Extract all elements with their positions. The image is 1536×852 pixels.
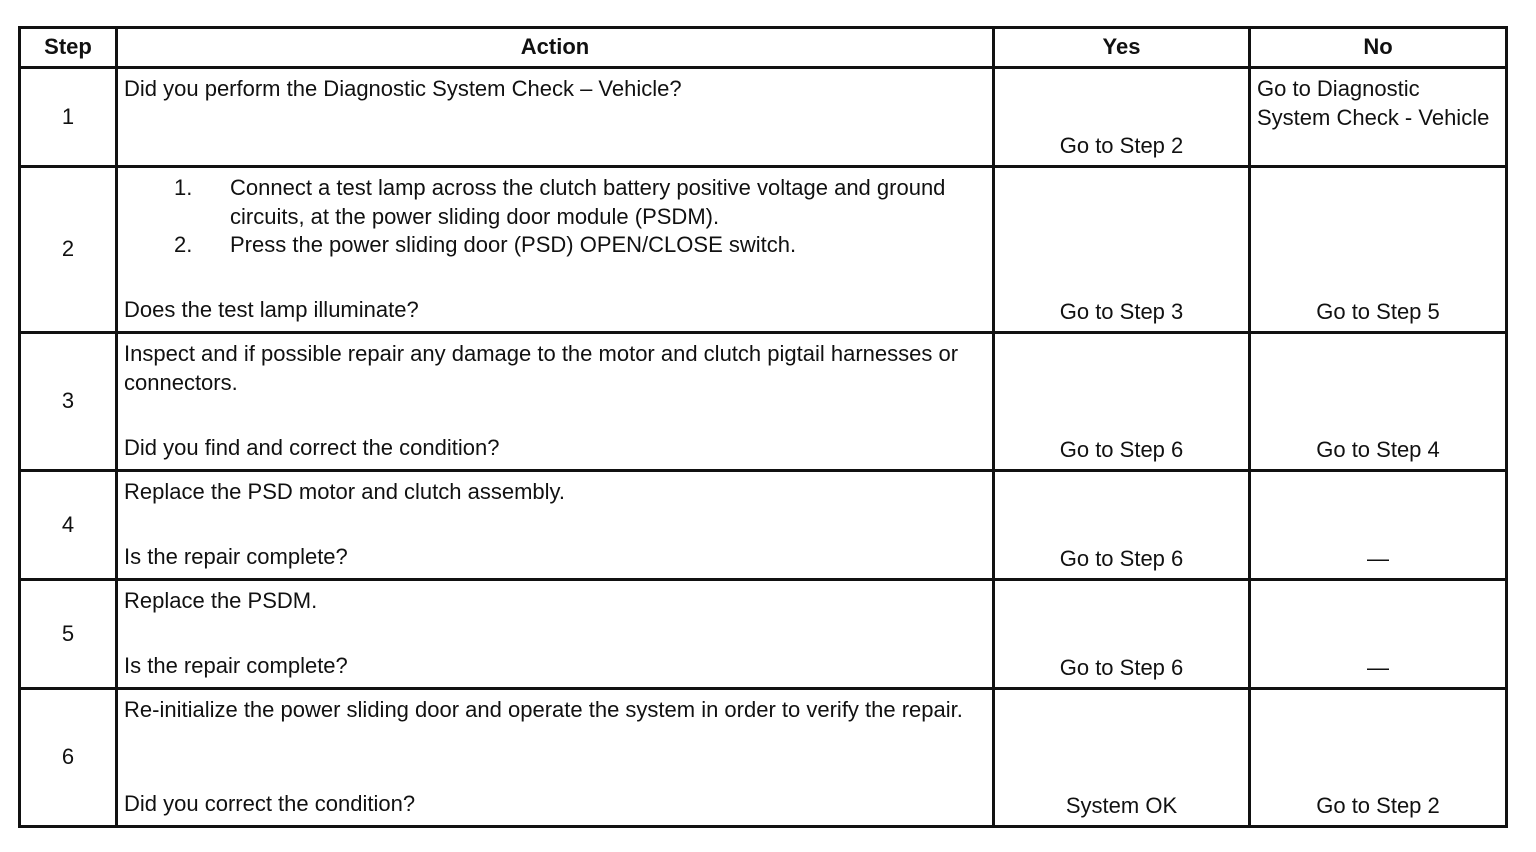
action-cell — [117, 167, 994, 333]
no-result: Go to Step 4 — [1316, 436, 1440, 462]
step-number: 5 — [20, 580, 117, 689]
step-number: 2 — [20, 167, 117, 333]
table-row — [20, 68, 1507, 167]
table-row — [20, 580, 1507, 689]
yes-cell — [994, 689, 1250, 827]
list-item-number: 2. — [174, 232, 193, 257]
yes-result: Go to Step 6 — [1059, 545, 1184, 571]
action-text: Replace the PSD motor and clutch assembly. — [124, 479, 566, 504]
header-action: Action — [117, 28, 994, 68]
no-cell — [1250, 580, 1507, 689]
action-question: Did you find and correct the condition? — [124, 434, 500, 460]
no-cell — [1250, 167, 1507, 333]
step-number: 1 — [20, 68, 117, 167]
list-item-text: Press the power sliding door (PSD) OPEN/CLOSE switch. — [230, 232, 797, 257]
list-item-number: 1. — [174, 175, 193, 200]
step-number: 4 — [20, 471, 117, 580]
action-cell — [117, 580, 994, 689]
header-step: Step — [20, 28, 117, 68]
action-text: Did you perform the Diagnostic System Check – Vehicle? — [124, 76, 682, 101]
step-number: 6 — [20, 689, 117, 827]
yes-result: Go to Step 6 — [1059, 654, 1184, 680]
table-row — [20, 333, 1507, 471]
header-row — [20, 28, 1507, 68]
yes-cell — [994, 68, 1250, 167]
action-text: Inspect and if possible repair any damage to the motor and clutch pigtail harnesses or connectors. — [124, 341, 959, 395]
action-cell — [117, 68, 994, 167]
yes-result: System OK — [1065, 792, 1178, 818]
yes-result: Go to Step 3 — [1059, 298, 1184, 324]
no-result: — — [1367, 545, 1389, 571]
header-no: No — [1250, 28, 1507, 68]
action-question: Is the repair complete? — [124, 652, 348, 678]
list-item — [164, 174, 986, 231]
no-result: Go to Step 5 — [1316, 298, 1440, 324]
no-result: — — [1367, 654, 1389, 680]
no-cell — [1250, 689, 1507, 827]
table-row — [20, 167, 1507, 333]
action-question: Is the repair complete? — [124, 543, 348, 569]
no-cell — [1250, 333, 1507, 471]
action-question: Did you correct the condition? — [124, 790, 416, 816]
no-result: Go to Diagnostic System Check - Vehicle — [1257, 76, 1490, 130]
yes-cell — [994, 471, 1250, 580]
table-row — [20, 471, 1507, 580]
list-item-text: Connect a test lamp across the clutch battery positive voltage and ground circuits, at the power sliding door module (PSDM). — [230, 175, 946, 229]
table-row — [20, 689, 1507, 827]
no-cell — [1250, 471, 1507, 580]
no-cell — [1250, 68, 1507, 167]
yes-result: Go to Step 6 — [1059, 436, 1184, 462]
action-text: Re-initialize the power sliding door and operate the system in order to verify the repair. — [124, 697, 963, 722]
action-text: Replace the PSDM. — [124, 588, 318, 613]
yes-result: Go to Step 2 — [1059, 132, 1184, 158]
step-number: 3 — [20, 333, 117, 471]
yes-cell — [994, 580, 1250, 689]
action-cell — [117, 471, 994, 580]
list-item — [164, 231, 986, 260]
action-question: Does the test lamp illuminate? — [124, 296, 419, 322]
action-cell — [117, 689, 994, 827]
diagnostic-table — [18, 26, 1508, 828]
header-yes: Yes — [994, 28, 1250, 68]
no-result: Go to Step 2 — [1316, 792, 1440, 818]
yes-cell — [994, 167, 1250, 333]
action-cell — [117, 333, 994, 471]
action-steps-list — [124, 174, 986, 260]
yes-cell — [994, 333, 1250, 471]
